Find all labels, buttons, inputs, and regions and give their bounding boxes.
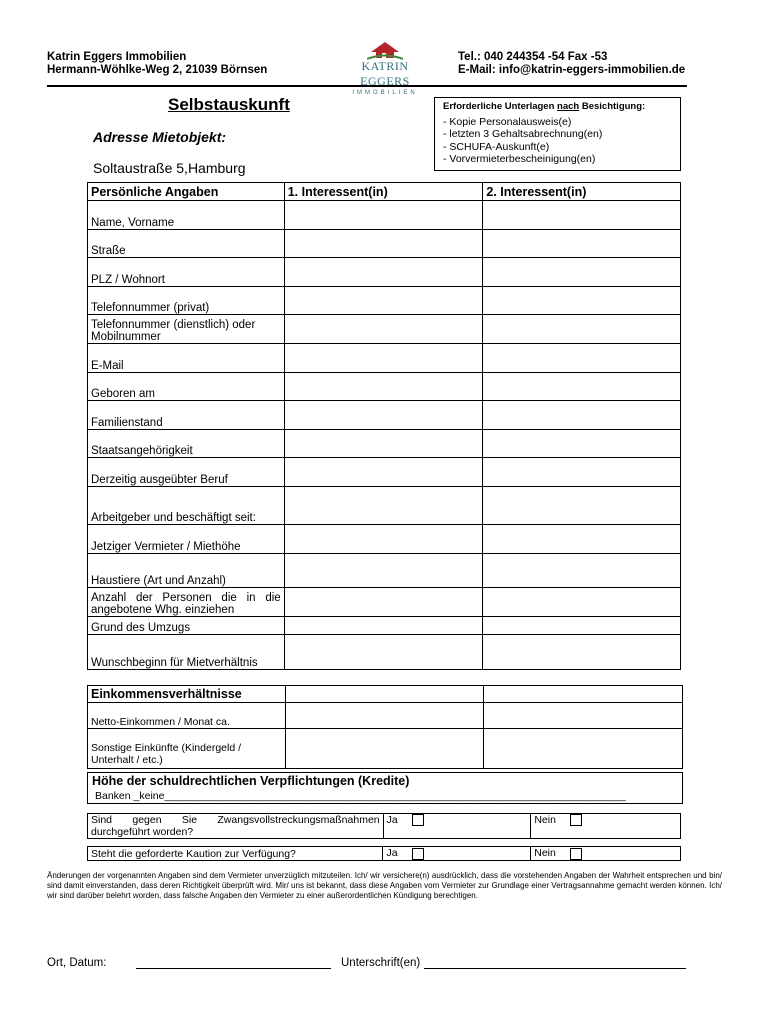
row-label: Familienstand	[88, 401, 285, 430]
applicant1-start-date-field[interactable]	[284, 635, 483, 670]
applicant1-other-income-field[interactable]	[285, 729, 484, 769]
personal-data-table	[87, 182, 681, 670]
table-row	[88, 525, 681, 554]
row-label: PLZ / Wohnort	[88, 258, 285, 287]
table-header-row	[88, 183, 681, 201]
document-item: - Kopie Personalausweis(e)	[443, 115, 572, 128]
applicant1-landlord-field[interactable]	[284, 525, 483, 554]
header-cell	[285, 686, 484, 703]
applicant2-email-field[interactable]	[483, 344, 681, 373]
applicant2-occupation-field[interactable]	[483, 458, 681, 487]
row-label: Staatsangehörigkeit	[88, 430, 285, 458]
header-rule	[47, 85, 687, 87]
applicant1-employer-field[interactable]	[284, 487, 483, 525]
applicant2-street-field[interactable]	[483, 230, 681, 258]
place-date-label: Ort, Datum:	[47, 957, 107, 969]
disclaimer-text: Änderungen der vorgenannten Angaben sind dem Vermieter unverzüglich mitzuteilen. Ich/ wir versichere(n) ausdrücklich, dass die vorstehenden Angaben der Wahrheit entsprechen und bin/ sind damit einverstanden, dass deren Richtigkeit überprüft wird. Mir/ uns ist bekannt, dass diese Angaben vom Vermieter zur Grundlage einer Vertragsannahme gemacht werden können. Ich/ wir sind darüber belehrt worden, dass falsche Angaben den Vermieter zu einer außerordentlichen Kündigung berechtigen.	[47, 871, 722, 900]
no-option: Nein	[531, 814, 681, 839]
phone-fax: Tel.: 040 244354 -54 Fax -53	[458, 51, 608, 63]
question-text: Sind gegen Sie Zwangsvollstreckungsmaßnahmen durchgeführt worden?	[88, 814, 384, 839]
column-header: 2. Interessent(in)	[483, 183, 681, 201]
banks-field[interactable]: Banken _keine_______________________________________________________________________________	[95, 790, 626, 802]
applicant2-city-field[interactable]	[483, 258, 681, 287]
table-row	[88, 201, 681, 230]
company-logo	[335, 40, 435, 96]
applicant2-phone-work-field[interactable]	[483, 315, 681, 344]
table-row	[88, 287, 681, 315]
signature-field[interactable]	[424, 968, 686, 969]
applicant1-phone-work-field[interactable]	[284, 315, 483, 344]
applicant1-birthdate-field[interactable]	[284, 373, 483, 401]
email: E-Mail: info@katrin-eggers-immobilien.de	[458, 64, 686, 76]
applicant2-net-income-field[interactable]	[484, 703, 683, 729]
applicant2-marital-status-field[interactable]	[483, 401, 681, 430]
no-checkbox[interactable]	[570, 814, 582, 826]
applicant1-city-field[interactable]	[284, 258, 483, 287]
applicant2-landlord-field[interactable]	[483, 525, 681, 554]
question-text: Steht die geforderte Kaution zur Verfügung?	[88, 847, 383, 861]
credit-box	[87, 772, 683, 804]
table-row	[88, 315, 681, 344]
applicant1-nationality-field[interactable]	[284, 430, 483, 458]
document-item: - letzten 3 Gehaltsabrechnung(en)	[443, 128, 603, 140]
applicant1-name-field[interactable]	[284, 201, 483, 230]
row-label: Straße	[88, 230, 285, 258]
applicant1-move-reason-field[interactable]	[284, 617, 483, 635]
income-header: Einkommensverhältnisse	[88, 686, 286, 703]
applicant2-employer-field[interactable]	[483, 487, 681, 525]
table-row	[88, 703, 683, 729]
table-row	[88, 729, 683, 769]
yes-option: Ja	[383, 847, 531, 861]
row-label: E-Mail	[88, 344, 285, 373]
applicant1-occupation-field[interactable]	[284, 458, 483, 487]
applicant2-start-date-field[interactable]	[483, 635, 681, 670]
applicant2-pets-field[interactable]	[483, 554, 681, 588]
row-label: Arbeitgeber und beschäftigt seit:	[88, 487, 285, 525]
applicant1-persons-field[interactable]	[284, 588, 483, 617]
company-address: Hermann-Wöhlke-Weg 2, 21039 Börnsen	[47, 64, 268, 76]
company-block	[47, 51, 267, 77]
company-name: Katrin Eggers Immobilien	[47, 51, 187, 63]
table-row	[88, 487, 681, 525]
table-row	[88, 635, 681, 670]
address-value: Soltaustraße 5,Hamburg	[93, 160, 246, 176]
yes-checkbox[interactable]	[412, 814, 424, 826]
required-documents-heading: Erforderliche Unterlagen nach Besichtigung:	[443, 101, 646, 112]
credit-header: Höhe der schuldrechtlichen Verpflichtungen (Kredite)	[92, 774, 410, 788]
applicant2-birthdate-field[interactable]	[483, 373, 681, 401]
applicant2-persons-field[interactable]	[483, 588, 681, 617]
table-row	[88, 230, 681, 258]
row-label: Netto-Einkommen / Monat ca.	[88, 703, 286, 729]
logo-subtitle: IMMOBILIEN	[352, 90, 418, 96]
table-row	[88, 617, 681, 635]
row-label: Haustiere (Art und Anzahl)	[88, 554, 285, 588]
place-date-field[interactable]	[136, 968, 331, 969]
income-table	[87, 685, 683, 769]
applicant1-pets-field[interactable]	[284, 554, 483, 588]
applicant1-street-field[interactable]	[284, 230, 483, 258]
logo-name: KATRIN EGGERS	[360, 59, 410, 88]
table-row	[88, 401, 681, 430]
table-row	[88, 373, 681, 401]
required-documents-box	[434, 97, 681, 171]
row-label: Derzeitig ausgeübter Beruf	[88, 458, 285, 487]
table-row	[88, 588, 681, 617]
table-header-row	[88, 686, 683, 703]
row-label: Telefonnummer (privat)	[88, 287, 285, 315]
form-title: Selbstauskunft	[168, 95, 290, 114]
table-row	[88, 344, 681, 373]
applicant2-phone-private-field[interactable]	[483, 287, 681, 315]
document-item: - Vorvermieterbescheinigung(en)	[443, 153, 596, 165]
applicant2-nationality-field[interactable]	[483, 430, 681, 458]
row-label: Sonstige Einkünfte (Kindergeld / Unterhalt / etc.)	[88, 729, 286, 769]
no-option: Nein	[531, 847, 681, 861]
row-label: Geboren am	[88, 373, 285, 401]
applicant1-net-income-field[interactable]	[285, 703, 484, 729]
row-label: Jetziger Vermieter / Miethöhe	[88, 525, 285, 554]
row-label: Name, Vorname	[88, 201, 285, 230]
applicant2-move-reason-field[interactable]	[483, 617, 681, 635]
table-row	[88, 554, 681, 588]
applicant1-phone-private-field[interactable]	[284, 287, 483, 315]
address-label: Adresse Mietobjekt:	[93, 129, 227, 145]
row-label: Wunschbeginn für Mietverhältnis	[88, 635, 285, 670]
header-cell	[484, 686, 683, 703]
row-label: Grund des Umzugs	[88, 617, 285, 635]
yes-checkbox[interactable]	[412, 848, 424, 860]
enforcement-question	[87, 813, 681, 839]
applicant2-other-income-field[interactable]	[484, 729, 683, 769]
yes-option: Ja	[383, 814, 531, 839]
document-item: - SCHUFA-Auskunft(e)	[443, 140, 550, 153]
table-row	[88, 430, 681, 458]
row-label: Anzahl der Personen die in die angebotene Whg. einziehen	[88, 588, 285, 617]
signature-label: Unterschrift(en)	[341, 957, 421, 969]
house-icon	[367, 40, 403, 60]
applicant2-name-field[interactable]	[483, 201, 681, 230]
deposit-question	[87, 846, 681, 861]
no-checkbox[interactable]	[570, 848, 582, 860]
row-label: Telefonnummer (dienstlich) oder Mobilnummer	[88, 315, 285, 344]
table-row	[88, 458, 681, 487]
contact-block	[458, 51, 685, 77]
applicant1-email-field[interactable]	[284, 344, 483, 373]
applicant1-marital-status-field[interactable]	[284, 401, 483, 430]
table-row	[88, 258, 681, 287]
column-header: Persönliche Angaben	[88, 183, 285, 201]
column-header: 1. Interessent(in)	[284, 183, 483, 201]
